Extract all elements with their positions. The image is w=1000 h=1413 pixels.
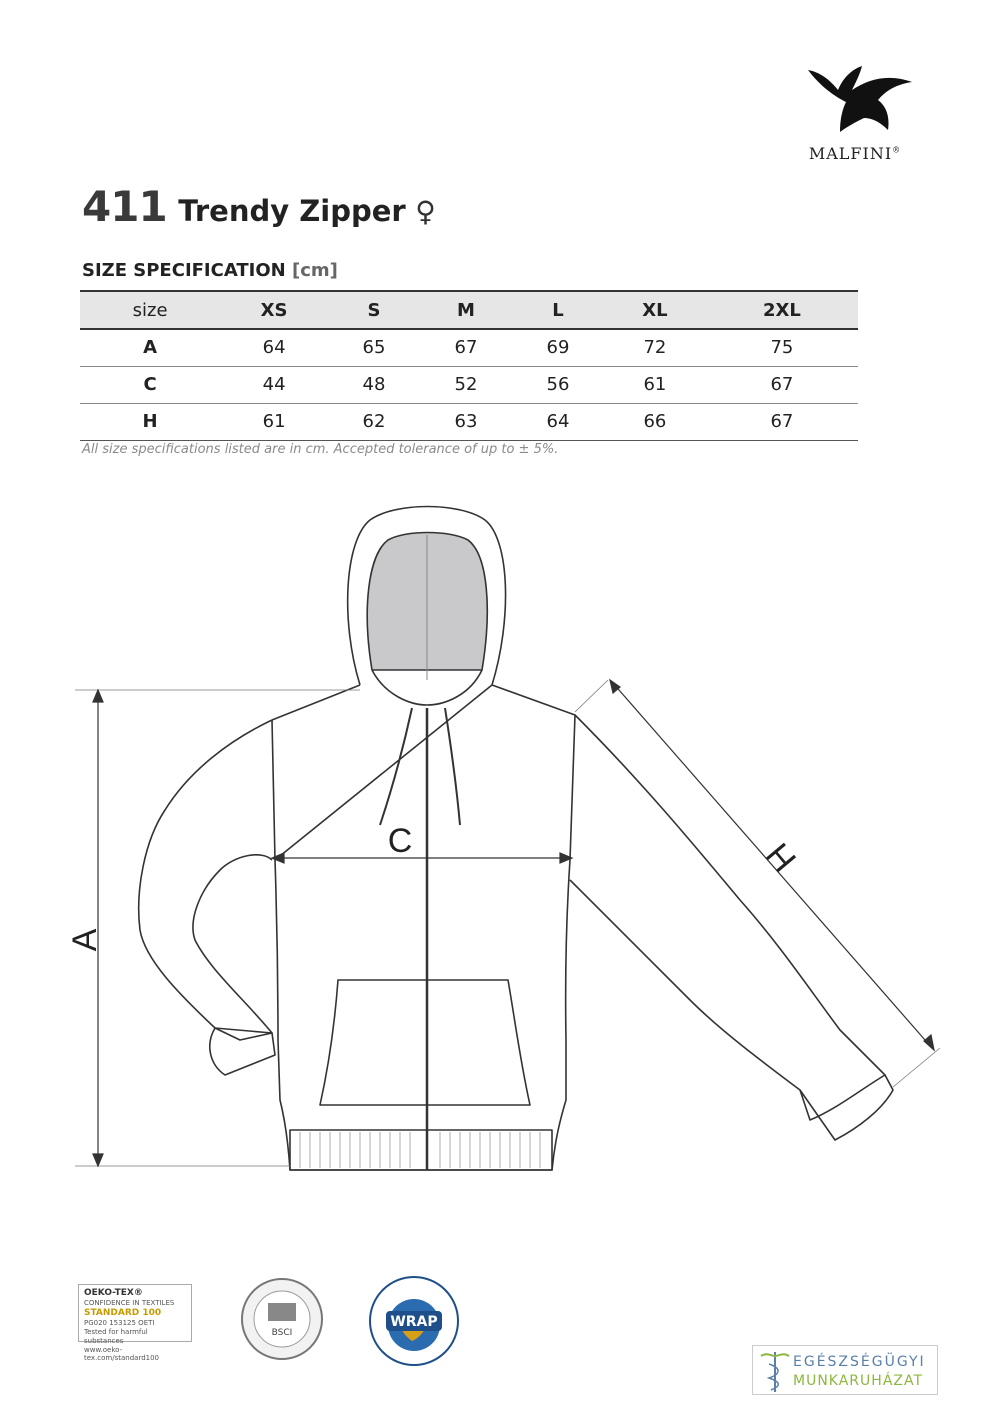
brand-name: MALFINI® <box>808 144 902 163</box>
table-header-cell: L <box>512 291 604 329</box>
table-cell: 67 <box>420 329 512 366</box>
tolerance-note: All size specifications listed are in cm. Accepted tolerance of up to ± 5%. <box>82 442 559 457</box>
table-cell: 63 <box>420 403 512 440</box>
dimension-h-label: H <box>759 835 805 879</box>
hem-ribbing <box>290 1130 552 1170</box>
caduceus-icon <box>757 1348 793 1394</box>
table-header-cell: M <box>420 291 512 329</box>
table-cell: H <box>80 403 220 440</box>
bsci-badge <box>240 1277 324 1365</box>
table-cell: 66 <box>604 403 706 440</box>
table-header-cell: XL <box>604 291 706 329</box>
table-cell: 64 <box>220 329 328 366</box>
table-cell: 75 <box>706 329 858 366</box>
page-title <box>82 182 436 231</box>
product-name: Trendy Zipper <box>178 194 406 228</box>
table-header-row <box>80 291 858 329</box>
table-cell: 67 <box>706 366 858 403</box>
dimension-a-label: A <box>66 928 104 952</box>
left-sleeve <box>139 720 272 1040</box>
table-row <box>80 403 858 440</box>
table-cell: 62 <box>328 403 420 440</box>
table-cell: 48 <box>328 366 420 403</box>
wrap-badge <box>368 1275 460 1371</box>
body-outline <box>272 685 575 1170</box>
table-cell: C <box>80 366 220 403</box>
table-cell: 69 <box>512 329 604 366</box>
dimension-c-label: C <box>387 822 413 860</box>
svg-text:WRAP: WRAP <box>390 1314 438 1330</box>
table-header-cell: 2XL <box>706 291 858 329</box>
oeko-tex-badge: OEKO-TEX® CONFIDENCE IN TEXTILES STANDARD 100 PG020 153125 OETI Tested for harmful substances www.oeko-tex.com/standard100 <box>78 1284 192 1342</box>
bsci-seal-icon <box>240 1277 324 1361</box>
product-number: 411 <box>82 182 167 231</box>
table-header-cell: S <box>328 291 420 329</box>
table-header-cell: size <box>80 291 220 329</box>
hoodie-drawing <box>0 480 1000 1200</box>
wrap-globe-icon <box>368 1275 460 1367</box>
footer-logo <box>752 1345 938 1395</box>
table-cell: 44 <box>220 366 328 403</box>
right-sleeve <box>570 715 885 1120</box>
kangaroo-pocket <box>320 980 530 1105</box>
table-header-cell: XS <box>220 291 328 329</box>
table-cell: 61 <box>220 403 328 440</box>
size-table <box>80 290 858 441</box>
eagle-icon <box>790 60 920 140</box>
table-cell: A <box>80 329 220 366</box>
table-cell: 72 <box>604 329 706 366</box>
table-cell: 56 <box>512 366 604 403</box>
spec-heading: SIZE SPECIFICATION [cm] <box>82 260 338 281</box>
brand-logo <box>780 60 930 163</box>
svg-text:BSCI: BSCI <box>271 1328 293 1338</box>
table-cell: 65 <box>328 329 420 366</box>
table-row <box>80 329 858 366</box>
table-row <box>80 366 858 403</box>
footer-line-1: EGÉSZSÉGÜGYI <box>793 1354 926 1370</box>
female-icon: ♀ <box>415 195 436 228</box>
footer-line-2: MUNKARUHÁZAT <box>793 1373 924 1389</box>
table-cell: 61 <box>604 366 706 403</box>
table-cell: 52 <box>420 366 512 403</box>
table-cell: 64 <box>512 403 604 440</box>
table-cell: 67 <box>706 403 858 440</box>
